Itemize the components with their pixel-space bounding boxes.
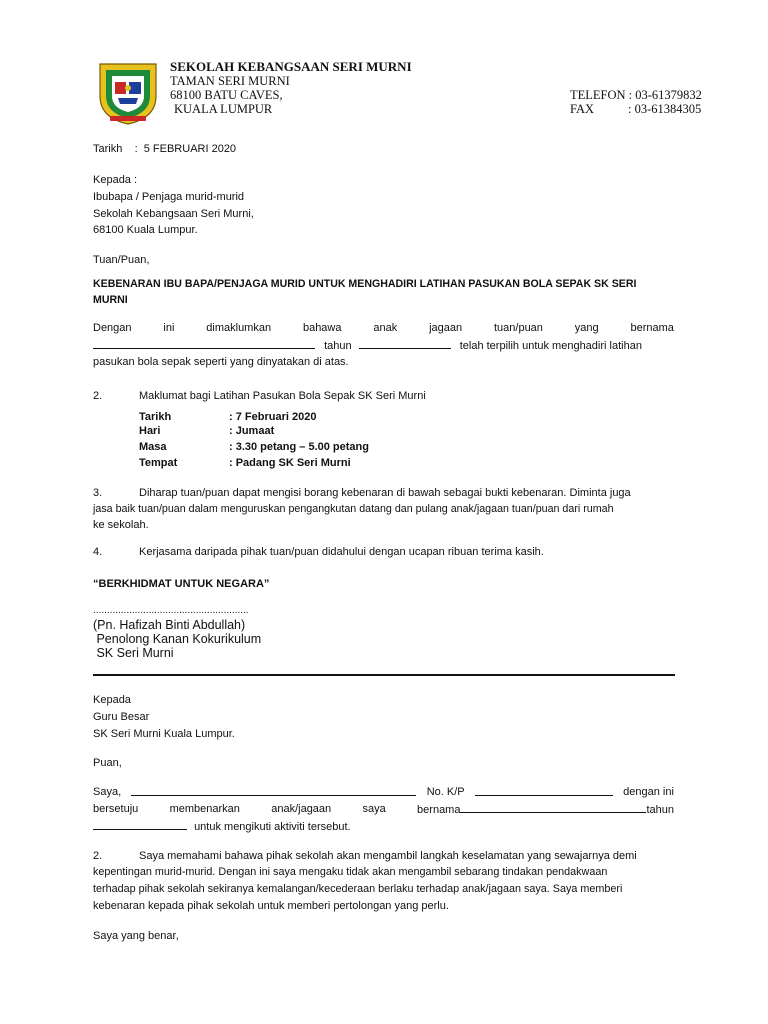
ic-number-blank[interactable] — [475, 784, 613, 796]
reply-para2-line-4: kebenaran kepada pihak sekolah untuk memberi pertolongan yang perlu. — [93, 900, 449, 912]
phone-number: TELEFON : 03-61379832 — [570, 88, 702, 102]
signatory-org: SK Seri Murni — [93, 646, 174, 660]
reply-para2-line-1: Saya memahami bahawa pihak sekolah akan mengambil langkah keselamatan yang sewajarnya demi — [139, 850, 637, 862]
detail-row: Masa : 3.30 petang – 5.00 petang — [139, 441, 369, 453]
para4-text: Kerjasama daripada pihak tuan/puan didahului dengan ucapan ribuan terima kasih. — [139, 546, 544, 558]
reply-salutation: Puan, — [93, 757, 122, 769]
school-crest-logo — [96, 60, 160, 126]
reply-row-2: bersetuju membenarkan anak/jagaan saya bernama tahun — [93, 803, 674, 816]
para3-number: 3. — [93, 487, 103, 499]
para2-text: Maklumat bagi Latihan Pasukan Bola Sepak SK Seri Murni — [139, 390, 426, 402]
fax-label: FAX — [570, 102, 595, 116]
subject-line-2: MURNI — [93, 294, 128, 306]
recipient-line-1: Ibubapa / Penjaga murid-murid — [93, 191, 245, 203]
address-line-1: TAMAN SERI MURNI — [170, 74, 290, 88]
reply-para2-line-2: kepentingan murid-murid. Dengan ini saya mengaku tidak akan mengambil sebarang tindakan pendakwaan — [93, 866, 608, 878]
para2-number: 2. — [93, 390, 103, 402]
detail-row: Hari : Jumaat — [139, 425, 275, 437]
signatory-name: (Pn. Hafizah Binti Abdullah) — [93, 618, 246, 632]
tear-off-divider — [93, 674, 675, 676]
child-year-blank[interactable] — [93, 818, 187, 830]
closing: Saya yang benar, — [93, 930, 179, 942]
reply-row-3: untuk mengikuti aktiviti tersebut. — [93, 818, 351, 836]
subject-line-1: KEBENARAN IBU BAPA/PENJAGA MURID UNTUK MENGHADIRI LATIHAN PASUKAN BOLA SEPAK SK SERI — [93, 278, 637, 290]
salutation: Tuan/Puan, — [93, 254, 150, 266]
student-name-blank[interactable] — [93, 337, 315, 349]
reply-para2-number: 2. — [93, 850, 103, 862]
para3-line-3: ke sekolah. — [93, 519, 149, 531]
reply-para2-line-3: terhadap pihak sekolah sekiranya kemalangan/kecederaan berlaku terhadap anak/jagaan saya. Saya memberi — [93, 883, 623, 895]
para1-line-2: tahun telah terpilih untuk menghadiri latihan — [93, 337, 642, 355]
letter-date: Tarikh : 5 FEBRUARI 2020 — [93, 143, 237, 155]
para1-line-1: Dengan ini dimaklumkan bahawa anak jagaan tuan/puan yang bernama — [93, 322, 674, 334]
address-line-3: KUALA LUMPUR — [174, 102, 273, 116]
reply-kepada: Kepada — [93, 694, 131, 706]
reply-row-1: Saya, No. K/P dengan ini — [93, 786, 674, 798]
reply-recipient-line-1: Guru Besar — [93, 711, 150, 723]
recipient-kepada: Kepada : — [93, 174, 138, 186]
signature-line: ........................................................ — [93, 605, 249, 616]
para1-line-3: pasukan bola sepak seperti yang dinyatakan di atas. — [93, 356, 349, 368]
para4-number: 4. — [93, 546, 103, 558]
recipient-line-2: Sekolah Kebangsaan Seri Murni, — [93, 208, 254, 220]
school-name: SEKOLAH KEBANGSAAN SERI MURNI — [170, 59, 412, 74]
para3-line-1: Diharap tuan/puan dapat mengisi borang kebenaran di bawah sebagai bukti kebenaran. Diminta juga — [139, 487, 631, 499]
signatory-title: Penolong Kanan Kokurikulum — [93, 632, 262, 646]
reply-recipient-line-2: SK Seri Murni Kuala Lumpur. — [93, 728, 235, 740]
detail-row: Tarikh : 7 Februari 2020 — [139, 411, 317, 423]
address-line-2: 68100 BATU CAVES, — [170, 88, 283, 102]
child-name-blank[interactable] — [460, 801, 646, 813]
recipient-line-3: 68100 Kuala Lumpur. — [93, 224, 198, 236]
para3-line-2: jasa baik tuan/puan dalam menguruskan pengangkutan datang dan pulang anak/jagaan tuan/puan dari rumah — [93, 503, 614, 515]
detail-row: Tempat : Padang SK Seri Murni — [139, 457, 351, 469]
parent-name-blank[interactable] — [131, 784, 416, 796]
motto: “BERKHIDMAT UNTUK NEGARA” — [93, 578, 270, 590]
student-year-blank[interactable] — [359, 337, 451, 349]
fax-number: : 03-61384305 — [628, 102, 702, 116]
